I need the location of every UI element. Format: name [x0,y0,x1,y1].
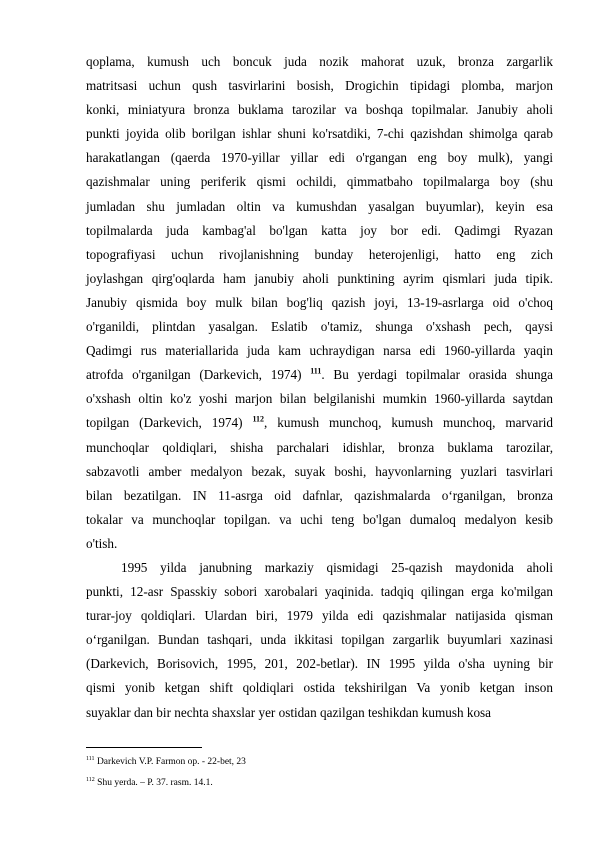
text-line: harakatlangan (qaerda 1970-yillar yillar edi o'rgangan eng boy mulk), yangi [86,150,553,166]
footnote [86,752,553,773]
paragraph [86,50,553,556]
text-line: jumladan shu jumladan oltin va kumushdan yasalgan buyumlar), keyin esa [86,198,553,214]
text-line: (Darkevich, Borisovich, 1995, 201, 202-betlar). IN 1995 yilda o'sha uyning bir [86,656,553,672]
text-line: munchoqlar qoldiqlari, shisha parchalari idishlar, bronza buklama tarozilar, [86,439,553,455]
text-line: o'rganildi, plintdan yasalgan. Eslatib o'tamiz, shunga o'xshash pech, qaysi [86,319,553,335]
text-line: Janubiy qismida boy mulk bilan bog'liq qazish joyi, 13-19-asrlarga oid o'choq [86,294,553,310]
text-line: qoplama, kumush uch boncuk juda nozik mahorat uzuk, bronza zargarlik [86,54,553,69]
text-line: 1995 yilda janubning markaziy qismidagi 25-qazish maydonida aholi [121,559,553,575]
text-line: tokalar va munchoqlar topilgan. va uchi teng bo'lgan dumaloq medalyon kesib [86,511,553,527]
text-line: punkti joyida olib borilgan ishlar shuni ko'rsatdiki, 7-chi qazishdan shimolga qarab [86,126,553,142]
footnotes [86,752,553,794]
footnote-text: Shu yerda. – P. 37. rasm. 14.1. [94,778,213,788]
text-line: turar-joy qoldiqlari. Ulardan biri, 1979 yilda edi qazishmalar natijasida qisman [86,608,553,624]
page-body [86,50,553,725]
text-line: konki, miniatyura bronza buklama tarozilar va boshqa topilmalar. Janubiy aholi [86,102,553,118]
text-line: Qadimgi rus materiallarida juda kam uchraydigan narsa edi 1960-yillarda yaqin [86,343,553,359]
text-line: o'xshash oltin ko'z yoshi marjon bilan belgilanishi mumkin 1960-yillarda saytdan [86,391,553,407]
text-line: matritsasi uchun qush tasvirlarini bosish, Drogichin tipidagi plomba, marjon [86,78,553,94]
text-line: topilmalarda juda kambag'al bo'lgan katta joy bor edi. Qadimgi Ryazan [86,222,553,238]
paragraph [86,556,553,725]
footnote-divider [86,747,202,748]
footnote-reference[interactable]: 112 [252,415,265,425]
text-line: o'tish. [86,535,118,551]
text-line: qazishmalar uning periferik qismi ochildi, qimmatbaho topilmalarga boy (shu [86,174,553,190]
footnote-number: 112 [86,776,95,783]
text-line: punkti, 12-asr Spasskiy sobori xarobalari yaqinida. tadqiq qilingan erga ko'milgan [86,584,553,600]
footnote [86,773,553,794]
text-line: topilgan (Darkevich, 1974) $^{112}$, kumush munchoq, kumush munchoq, marvarid [86,415,553,431]
text-line: atrofda o'rganilgan (Darkevich, 1974) $^{111}$. Bu yerdagi topilmalar orasida shunga [86,366,553,383]
text-line: topografiyasi uchun rivojlanishning bunday heterojenligi, hatto eng zich [86,246,553,262]
text-line: sabzavotli amber medalyon bezak, suyak boshi, hayvonlarning yuzlari tasvirlari [86,463,553,479]
text-line: joylashgan qirg'oqlarda ham janubiy aholi punktining ayrim qismlari juda tipik. [86,270,553,286]
footnote-reference[interactable]: 111 [310,366,322,376]
main-text [86,50,553,725]
text-line: o‘rganilgan. Bundan tashqari, unda ikkitasi topilgan zargarlik buyumlari xazinasi [86,632,553,648]
text-line: qismi yonib ketgan shift qoldiqlari ostida tekshirilgan Va yonib ketgan inson [86,680,553,696]
text-line: suyaklar dan bir nechta shaxslar yer ostidan qazilgan teshikdan kumush kosa [86,704,492,720]
text-line: bilan bezatilgan. IN 11-asrga oid dafnlar, qazishmalarda o‘rganilgan, bronza [86,487,553,503]
footnote-text: Darkevich V.P. Farmon op. - 22-bet, 23 [94,757,246,767]
footnote-number: 111 [86,755,95,762]
